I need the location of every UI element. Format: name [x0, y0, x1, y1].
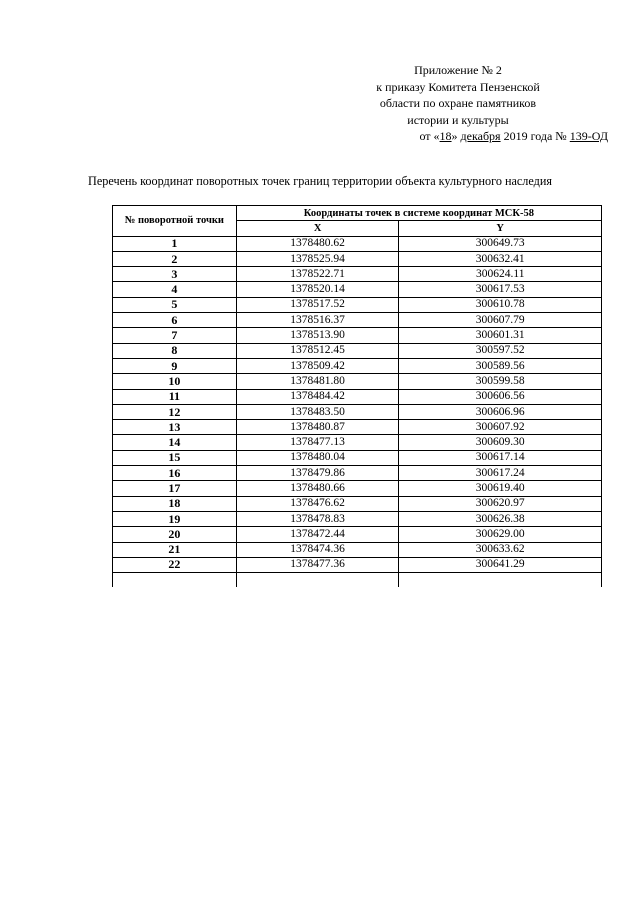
x-column-header: X	[236, 221, 399, 236]
point-number-cell: 1	[113, 236, 237, 251]
y-coordinate-cell: 300620.97	[399, 496, 602, 511]
table-row	[113, 236, 602, 251]
appendix-header	[308, 62, 608, 145]
y-coordinate-cell: 300633.62	[399, 542, 602, 557]
x-coordinate-cell: 1378480.04	[236, 450, 399, 465]
point-number-cell: 14	[113, 435, 237, 450]
committee-line-2: истории и культуры	[407, 112, 509, 127]
order-number: 139-ОД	[569, 129, 608, 143]
point-number-cell: 4	[113, 282, 237, 297]
point-number-cell: 7	[113, 328, 237, 343]
y-coordinate-cell: 300632.41	[399, 251, 602, 266]
y-coordinate-cell: 300601.31	[399, 328, 602, 343]
y-coordinate-cell: 300641.29	[399, 557, 602, 572]
table-row	[113, 527, 602, 542]
empty-cell	[113, 573, 237, 588]
order-date-line	[308, 128, 608, 145]
order-reference-line: к приказу Комитета Пензенской	[376, 79, 540, 94]
table-row	[113, 343, 602, 358]
point-number-cell: 5	[113, 297, 237, 312]
point-number-cell: 8	[113, 343, 237, 358]
point-number-cell: 18	[113, 496, 237, 511]
table-row	[113, 481, 602, 496]
point-number-cell: 9	[113, 358, 237, 373]
point-number-cell: 3	[113, 267, 237, 282]
x-coordinate-cell: 1378509.42	[236, 358, 399, 373]
y-coordinate-cell: 300607.92	[399, 420, 602, 435]
empty-table-row	[113, 573, 602, 588]
point-number-cell: 21	[113, 542, 237, 557]
y-coordinate-cell: 300617.14	[399, 450, 602, 465]
y-coordinate-cell: 300606.56	[399, 389, 602, 404]
point-number-cell: 2	[113, 251, 237, 266]
point-number-cell: 6	[113, 313, 237, 328]
y-column-header: Y	[399, 221, 602, 236]
point-number-cell: 17	[113, 481, 237, 496]
y-coordinate-cell: 300606.96	[399, 404, 602, 419]
y-coordinate-cell: 300599.58	[399, 374, 602, 389]
x-coordinate-cell: 1378483.50	[236, 404, 399, 419]
x-coordinate-cell: 1378484.42	[236, 389, 399, 404]
table-row	[113, 466, 602, 481]
date-month: декабря	[460, 129, 501, 143]
date-year: 2019 года №	[500, 129, 570, 143]
y-coordinate-cell: 300589.56	[399, 358, 602, 373]
table-row	[113, 404, 602, 419]
date-prefix: от «	[419, 129, 440, 143]
table-row	[113, 542, 602, 557]
x-coordinate-cell: 1378517.52	[236, 297, 399, 312]
table-row	[113, 297, 602, 312]
point-number-cell: 20	[113, 527, 237, 542]
table-row	[113, 374, 602, 389]
date-mid: »	[451, 129, 461, 143]
date-day: 18	[439, 129, 452, 143]
table-row	[113, 420, 602, 435]
table-row	[113, 511, 602, 526]
table-row	[113, 450, 602, 465]
coordinates-system-header: Координаты точек в системе координат МСК-58	[236, 206, 601, 221]
table-row	[113, 496, 602, 511]
y-coordinate-cell: 300607.79	[399, 313, 602, 328]
x-coordinate-cell: 1378520.14	[236, 282, 399, 297]
point-number-cell: 13	[113, 420, 237, 435]
table-row	[113, 328, 602, 343]
y-coordinate-cell: 300617.53	[399, 282, 602, 297]
point-number-cell: 10	[113, 374, 237, 389]
point-number-cell: 19	[113, 511, 237, 526]
x-coordinate-cell: 1378478.83	[236, 511, 399, 526]
point-number-cell: 22	[113, 557, 237, 572]
committee-line: области по охране памятников	[379, 96, 537, 110]
document-title: Перечень координат поворотных точек границ территории объекта культурного наследия	[88, 174, 552, 188]
x-coordinate-cell: 1378479.86	[236, 466, 399, 481]
empty-cell	[399, 573, 602, 588]
y-coordinate-cell: 300624.11	[399, 267, 602, 282]
x-coordinate-cell: 1378477.13	[236, 435, 399, 450]
x-coordinate-cell: 1378516.37	[236, 313, 399, 328]
table-row	[113, 557, 602, 572]
table-row	[113, 251, 602, 266]
x-coordinate-cell: 1378481.80	[236, 374, 399, 389]
coordinates-table	[112, 205, 602, 587]
x-coordinate-cell: 1378480.87	[236, 420, 399, 435]
empty-cell	[236, 573, 399, 588]
y-coordinate-cell: 300597.52	[399, 343, 602, 358]
x-coordinate-cell: 1378525.94	[236, 251, 399, 266]
table-row	[113, 358, 602, 373]
point-number-cell: 11	[113, 389, 237, 404]
x-coordinate-cell: 1378474.36	[236, 542, 399, 557]
y-coordinate-cell: 300629.00	[399, 527, 602, 542]
x-coordinate-cell: 1378512.45	[236, 343, 399, 358]
y-coordinate-cell: 300619.40	[399, 481, 602, 496]
y-coordinate-cell: 300649.73	[399, 236, 602, 251]
y-coordinate-cell: 300610.78	[399, 297, 602, 312]
y-coordinate-cell: 300609.30	[399, 435, 602, 450]
y-coordinate-cell: 300626.38	[399, 511, 602, 526]
point-number-cell: 12	[113, 404, 237, 419]
table-header-row	[113, 206, 602, 221]
table-row	[113, 282, 602, 297]
table-row	[113, 313, 602, 328]
coordinates-table-body	[113, 236, 602, 587]
table-row	[113, 435, 602, 450]
x-coordinate-cell: 1378472.44	[236, 527, 399, 542]
x-coordinate-cell: 1378476.62	[236, 496, 399, 511]
point-number-cell: 15	[113, 450, 237, 465]
table-row	[113, 267, 602, 282]
y-coordinate-cell: 300617.24	[399, 466, 602, 481]
point-number-cell: 16	[113, 466, 237, 481]
x-coordinate-cell: 1378477.36	[236, 557, 399, 572]
x-coordinate-cell: 1378480.66	[236, 481, 399, 496]
appendix-number: Приложение № 2	[414, 63, 502, 77]
table-row	[113, 389, 602, 404]
x-coordinate-cell: 1378522.71	[236, 267, 399, 282]
point-number-header: № поворотной точки	[113, 206, 237, 237]
x-coordinate-cell: 1378480.62	[236, 236, 399, 251]
x-coordinate-cell: 1378513.90	[236, 328, 399, 343]
